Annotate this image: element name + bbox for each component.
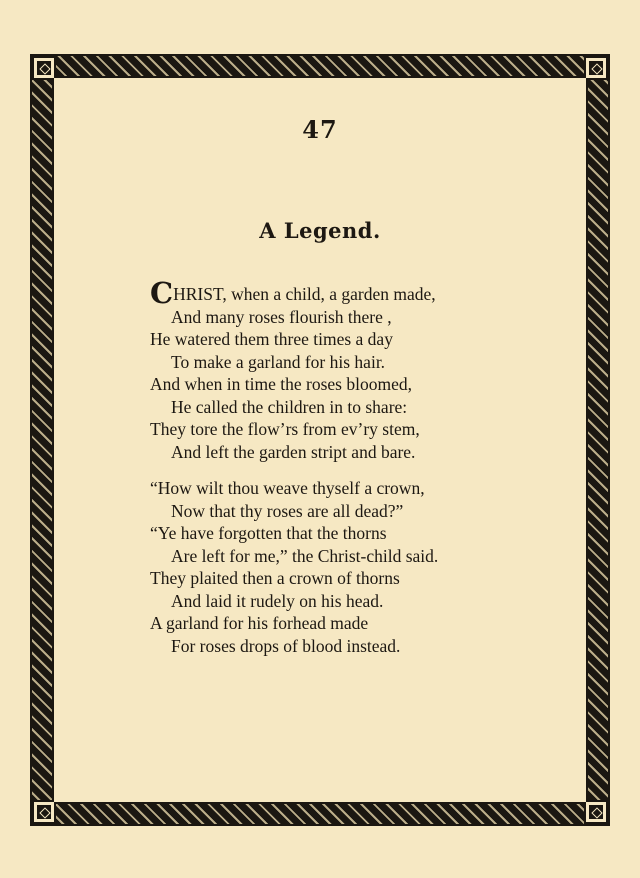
poem-line: Are left for me,” the Christ-child said. xyxy=(171,545,439,566)
poem-line-text: HRIST, when a child, a garden made, xyxy=(173,284,436,304)
poem-line: And laid it rudely on his head. xyxy=(171,590,384,611)
poem-title: A Legend. xyxy=(259,218,381,243)
poem-body xyxy=(150,276,550,657)
poem-line: Now that thy roses are all dead?” xyxy=(171,500,404,521)
poem-line: They tore the flow’rs from ev’ry stem, xyxy=(150,419,420,439)
page-panel xyxy=(54,78,586,802)
corner-ornament-top-left xyxy=(34,58,54,78)
poem-line: “Ye have forgotten that the thorns xyxy=(150,523,387,543)
corner-ornament-bottom-left xyxy=(34,802,54,822)
poem-line: He watered them three times a day xyxy=(150,329,393,349)
corner-ornament-bottom-right xyxy=(586,802,606,822)
stanza-break xyxy=(150,463,550,477)
poem-line: To make a garland for his hair. xyxy=(171,351,386,372)
poem-line: “How wilt thou weave thyself a crown, xyxy=(150,478,425,498)
poem-line: And many roses flourish there , xyxy=(171,306,392,327)
poem-line: For roses drops of blood instead. xyxy=(171,635,401,656)
page-number: 47 xyxy=(302,115,338,144)
poem-line: A garland for his forhead made xyxy=(150,613,369,633)
poem-line: He called the children in to share: xyxy=(171,396,408,417)
poem-line xyxy=(150,276,550,310)
drop-cap: C xyxy=(150,276,174,310)
poem-line: And left the garden stript and bare. xyxy=(171,441,416,462)
poem-line: They plaited then a crown of thorns xyxy=(150,568,400,588)
corner-ornament-top-right xyxy=(586,58,606,78)
poem-line: And when in time the roses bloomed, xyxy=(150,374,412,394)
